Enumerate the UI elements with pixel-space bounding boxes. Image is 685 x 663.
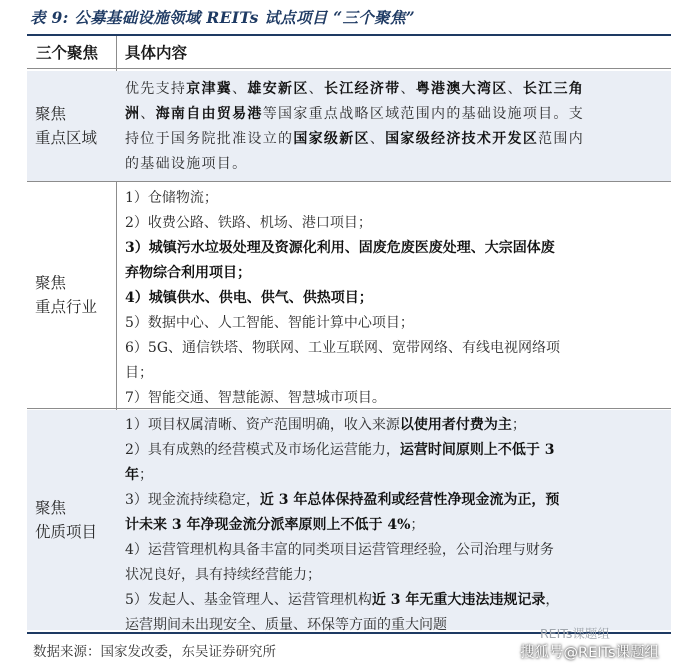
content-emphasis: 长江三角 (522, 81, 585, 97)
content-text: 优先支持 (125, 81, 187, 97)
content-line (125, 413, 665, 438)
content-text: 、 (140, 106, 156, 122)
content-line (125, 261, 665, 286)
content-text: ， (545, 592, 560, 608)
content-line (125, 127, 665, 152)
content-line (125, 286, 665, 311)
content-text: 5）数据中心、人工智能、智能计算中心项目； (125, 315, 414, 331)
content-emphasis: 4）城镇供水、供电、供气、供热项目； (125, 290, 373, 306)
content-text: 范围内 (538, 131, 585, 147)
row-label-quality (35, 496, 111, 544)
content-line (125, 336, 665, 361)
content-emphasis: 海南自由贸易港 (155, 106, 263, 122)
header-cell-focus: 三个聚焦 (36, 43, 99, 62)
row-label-line: 优质项目 (35, 523, 98, 541)
table-row-region (27, 71, 671, 182)
content-text: 、 (507, 81, 523, 97)
focus-table (27, 34, 671, 634)
content-line (125, 211, 665, 236)
content-emphasis: 弃物综合利用项目； (125, 265, 251, 281)
table-row-industry (27, 183, 671, 409)
content-text: 3）现金流持续稳定， (125, 492, 260, 508)
content-line (125, 438, 665, 463)
row-label-line: 重点行业 (35, 298, 98, 316)
content-line (125, 588, 665, 613)
content-emphasis: 雄安新区 (247, 81, 309, 97)
content-emphasis: 洲 (125, 106, 141, 122)
content-text: 、 (400, 81, 416, 97)
content-line (125, 361, 665, 386)
content-emphasis: 计未来 3 年净现金流分派率原则上不低于 4% (125, 517, 411, 533)
content-text: 1）仓储物流； (125, 190, 218, 206)
content-line (125, 102, 665, 127)
content-emphasis: 粤港澳大湾区 (415, 81, 508, 97)
row-label-region (35, 102, 111, 150)
content-text: 1）项目权属清晰、资产范围明确，收入来源 (125, 417, 400, 433)
row-content-quality (125, 413, 665, 638)
content-text: 的基础设施项目。 (125, 156, 248, 172)
content-emphasis: 3）城镇污水垃圾处理及资源化利用、固废危废医废处理、大宗固体废 (125, 240, 555, 256)
row-label-industry (35, 271, 111, 319)
content-text: 运营期间未出现安全、质量、环保等方面的重大问题 (125, 617, 447, 633)
content-emphasis: 国家级新区 (293, 131, 370, 147)
content-text: ； (511, 417, 526, 433)
row-label-line: 聚焦 (35, 105, 67, 123)
row-content-industry (125, 186, 665, 411)
content-line (125, 563, 665, 588)
table-row-quality (27, 410, 671, 633)
content-emphasis: 京津冀 (186, 81, 233, 97)
content-line (125, 488, 665, 513)
content-text: 状况良好，具有持续经营能力； (125, 567, 321, 583)
content-text: 、 (369, 131, 386, 147)
content-text: 2）收费公路、铁路、机场、港口项目； (125, 215, 372, 231)
content-text: ； (139, 467, 153, 483)
content-text: 持位于国务院批准设立的 (125, 131, 294, 147)
content-text: 、 (308, 81, 324, 97)
content-emphasis: 近 3 年总体保持盈利或经营性净现金流为正，预 (259, 492, 560, 508)
watermark-bottom: 搜狐号@REITs课题组 (520, 645, 660, 661)
content-text: 等国家重点战略区域范围内的基础设施项目。支 (262, 106, 585, 122)
content-line (125, 513, 665, 538)
watermark-top: REITs课题组 (540, 626, 610, 641)
row-label-line: 聚焦 (35, 499, 67, 517)
content-text: 、 (232, 81, 248, 97)
table-header-row (27, 36, 671, 69)
content-text: 4）运营管理机构具备丰富的同类项目运营管理经验，公司治理与财务 (125, 542, 554, 558)
content-text: 7）智能交通、智慧能源、智慧城市项目。 (125, 390, 386, 406)
content-text: 目； (125, 365, 153, 381)
row-label-line: 重点区域 (35, 129, 98, 147)
content-line (125, 463, 665, 488)
content-line (125, 236, 665, 261)
data-source-note: 数据来源：国家发改委，东吴证券研究所 (33, 644, 276, 660)
content-emphasis: 近 3 年无重大违法违规记录 (371, 592, 546, 608)
table-title: 表 9: 公募基础设施领域 REITs 试点项目 “三个聚焦” (30, 8, 415, 27)
content-text: 2）具有成熟的经营模式及市场化运营能力， (125, 442, 400, 458)
content-emphasis: 国家级经济技术开发区 (385, 131, 539, 147)
content-emphasis: 年 (125, 467, 139, 483)
content-emphasis: 以使用者付费为主 (399, 417, 512, 433)
content-emphasis: 长江经济带 (323, 81, 401, 97)
row-content-region (125, 77, 665, 177)
content-line (125, 152, 665, 177)
content-line (125, 186, 665, 211)
content-text: ； (410, 517, 425, 533)
header-cell-content: 具体内容 (125, 43, 188, 62)
content-emphasis: 运营时间原则上不低于 3 (399, 442, 555, 458)
content-line (125, 538, 665, 563)
content-line (125, 311, 665, 336)
content-line (125, 386, 665, 411)
row-label-line: 聚焦 (35, 274, 67, 292)
content-text: 5）发起人、基金管理人、运营管理机构 (125, 592, 372, 608)
content-line (125, 77, 665, 102)
content-text: 6）5G、通信铁塔、物联网、工业互联网、宽带网络、有线电视网络项 (125, 340, 560, 356)
